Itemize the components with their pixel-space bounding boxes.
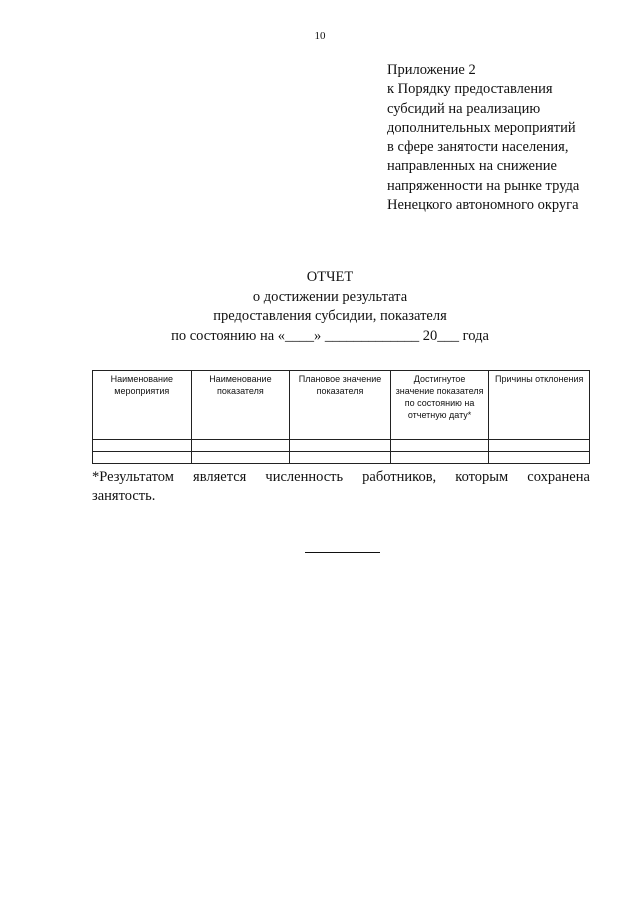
appendix-line: субсидий на реализацию [387, 100, 541, 117]
appendix-block [387, 61, 627, 215]
end-of-document-rule [305, 552, 380, 553]
report-table [92, 370, 590, 464]
table-cell [290, 440, 391, 452]
table-cell [290, 452, 391, 464]
appendix-line: в сфере занятости населения, [387, 139, 569, 156]
table-cell [390, 452, 489, 464]
report-subtitle: предоставления субсидии, показателя [213, 308, 447, 324]
table-cell [390, 440, 489, 452]
report-title-block [0, 268, 640, 346]
table-cell [191, 440, 290, 452]
footnote-word: является [193, 469, 247, 485]
appendix-line: Ненецкого автономного округа [387, 197, 579, 214]
table-cell [489, 440, 590, 452]
table-cell [489, 452, 590, 464]
column-header-activity: Наименование мероприятия [93, 371, 192, 440]
column-header-planned-value: Плановое значение показателя [290, 371, 391, 440]
report-date-line: по состоянию на «____» _____________ 20___ года [171, 327, 489, 344]
appendix-line: к Порядку предоставления [387, 81, 553, 98]
footnote [92, 468, 590, 506]
footnote-word: сохранена [527, 469, 590, 485]
footnote-line: занятость. [92, 488, 156, 504]
table-row [93, 452, 590, 464]
page-number: 10 [314, 30, 326, 42]
appendix-line: направленных на снижение [387, 158, 557, 175]
footnote-word: численность [265, 469, 344, 485]
footnote-word: *Результатом [92, 469, 174, 485]
report-title: ОТЧЕТ [306, 269, 354, 285]
table-cell [93, 440, 192, 452]
column-header-deviation-reasons: Причины отклонения [489, 371, 590, 440]
footnote-word: работников, [362, 469, 437, 485]
appendix-line: напряженности на рынке труда [387, 177, 580, 194]
table-cell [191, 452, 290, 464]
footnote-word: которым [455, 469, 509, 485]
column-header-achieved-value: Достигнутое значение показателя по состоянию на отчетную дату* [390, 371, 489, 440]
footnote-line [92, 468, 590, 487]
appendix-line: Приложение 2 [387, 62, 476, 78]
table-row [93, 440, 590, 452]
table-cell [93, 452, 192, 464]
table-header-row [93, 371, 590, 440]
appendix-line: дополнительных мероприятий [387, 119, 576, 136]
column-header-indicator: Наименование показателя [191, 371, 290, 440]
report-subtitle: о достижении результата [252, 288, 408, 305]
